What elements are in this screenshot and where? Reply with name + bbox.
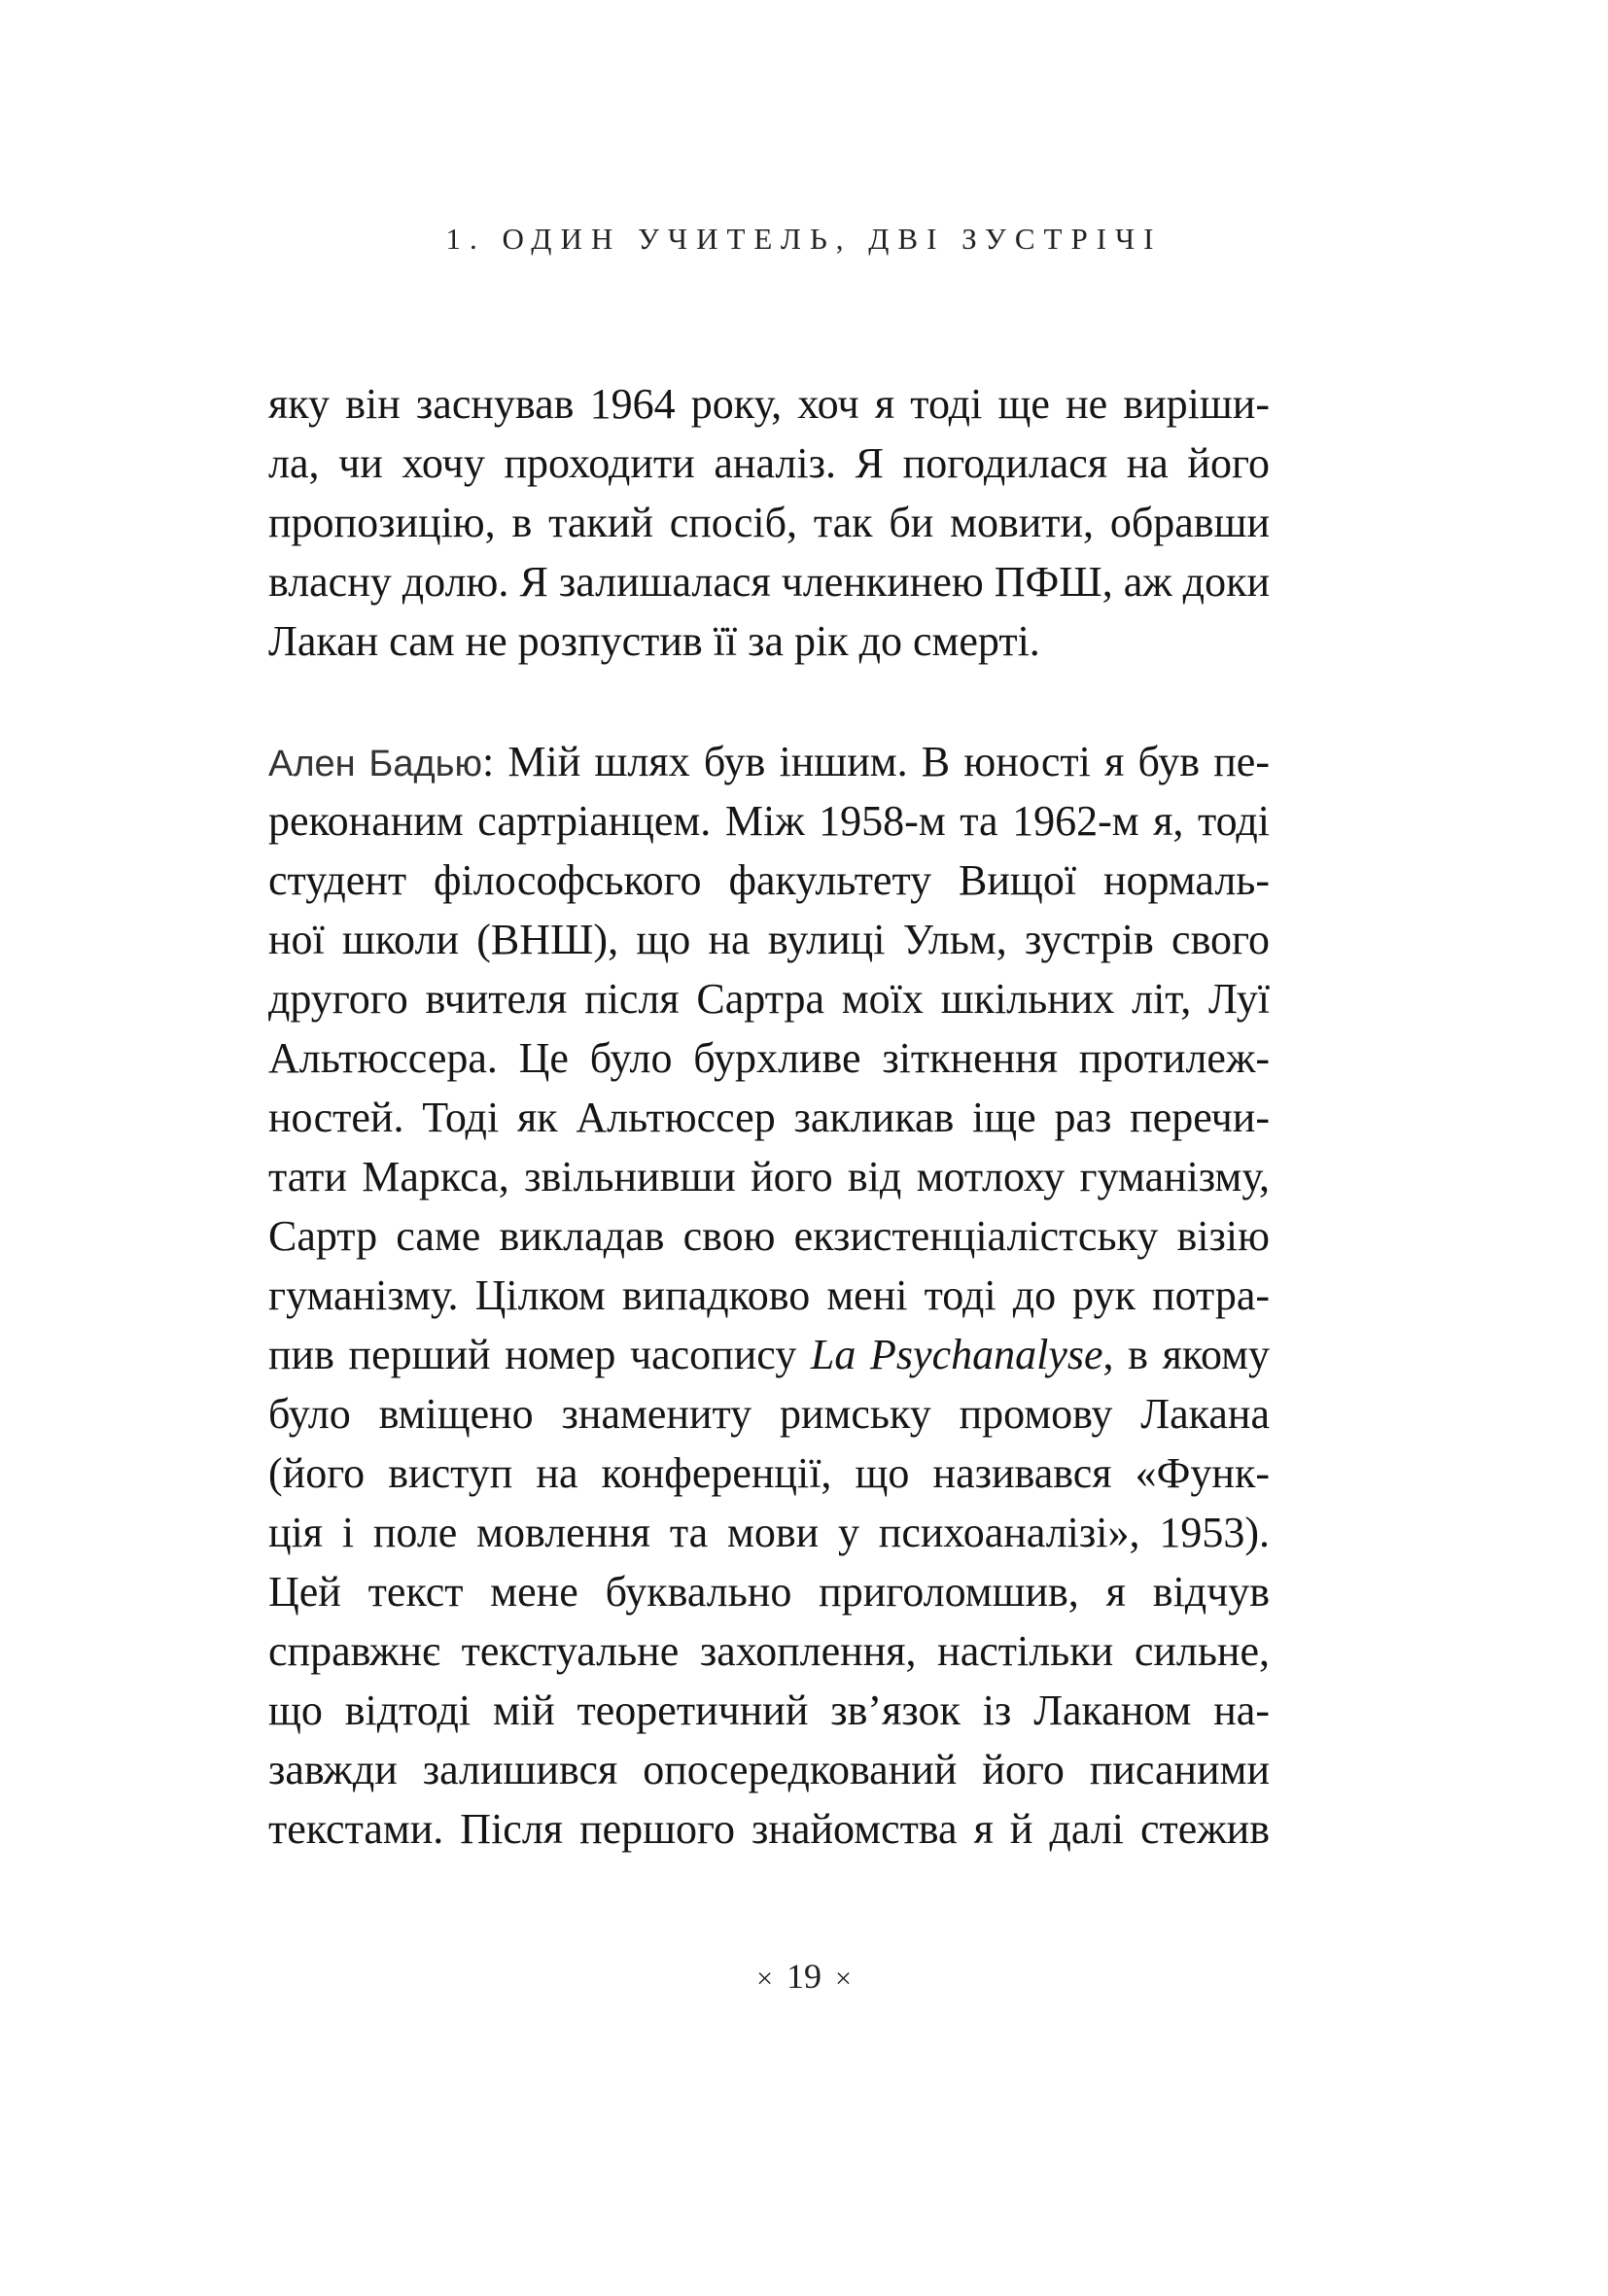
text-line: пропозицію, в такий спосіб, так би мовити, обравши	[268, 499, 1270, 546]
text-line: яку він заснував 1964 року, хоч я тоді ще не виріши-	[268, 380, 1270, 428]
text-fragment: : Мій шлях був іншим. В юності я був пе-	[481, 738, 1270, 785]
text-fragment: , в якому	[1102, 1331, 1271, 1378]
text-line: завжди залишився опосередкований його писаними	[268, 1746, 1270, 1793]
text-fragment: пив перший номер часопису	[268, 1331, 811, 1378]
text-line: ла, чи хочу проходити аналіз. Я погодилася на його	[268, 439, 1270, 487]
text-line: ностей. Тоді як Альтюссер закликав іще раз перечи-	[268, 1094, 1270, 1141]
text-line: (його виступ на конференції, що називався «Функ-	[268, 1449, 1270, 1497]
text-line: реконаним сартріанцем. Між 1958-м та 1962-м я, тоді	[268, 797, 1270, 845]
text-line: Альтюссера. Це було бурхливе зіткнення протилеж-	[268, 1034, 1270, 1082]
text-line: Лакан сам не розпустив її за рік до смерті.	[268, 617, 1040, 665]
text-line: текстами. Після першого знайомства я й далі стежив	[268, 1805, 1270, 1853]
text-line: Сартр саме викладав свою екзистенціалістську візію	[268, 1212, 1270, 1260]
page-number-value: 19	[787, 1957, 821, 1996]
text-line: було вміщено знамениту римську промову Лакана	[268, 1390, 1270, 1438]
ornament-left-icon: ×	[756, 1963, 773, 1995]
text-line: тати Маркса, звільнивши його від мотлоху гуманізму,	[268, 1153, 1270, 1200]
text-line: що відтоді мій теоретичний зв’язок із Лаканом на-	[268, 1687, 1270, 1734]
page-number	[0, 1956, 1608, 1997]
journal-title: La Psychanalyse	[810, 1331, 1103, 1378]
text-line: власну долю. Я залишалася членкинею ПФШ, аж доки	[268, 558, 1270, 606]
speaker-name: Ален Бадью	[268, 744, 482, 784]
text-line: Цей текст мене буквально приголомшив, я відчув	[268, 1568, 1270, 1616]
text-line: студент філософського факультету Вищої нормаль-	[268, 856, 1270, 904]
paragraph-1	[268, 374, 1270, 671]
ornament-right-icon: ×	[835, 1963, 852, 1995]
text-line: ної школи (ВНШ), що на вулиці Ульм, зустрів свого	[268, 916, 1270, 963]
text-line-with-speaker	[268, 732, 1270, 791]
running-head: 1. ОДИН УЧИТЕЛЬ, ДВІ ЗУСТРІЧІ	[445, 222, 1163, 256]
paragraph-2	[268, 732, 1270, 1859]
text-line: другого вчителя після Сартра моїх шкільних літ, Луї	[268, 975, 1270, 1023]
text-line-with-journal	[268, 1325, 1270, 1384]
text-line: ція і поле мовлення та мови у психоаналізі», 1953).	[268, 1509, 1270, 1556]
text-line: гуманізму. Цілком випадково мені тоді до рук потра-	[268, 1271, 1270, 1319]
text-line: справжнє текстуальне захоплення, настільки сильне,	[268, 1627, 1270, 1675]
